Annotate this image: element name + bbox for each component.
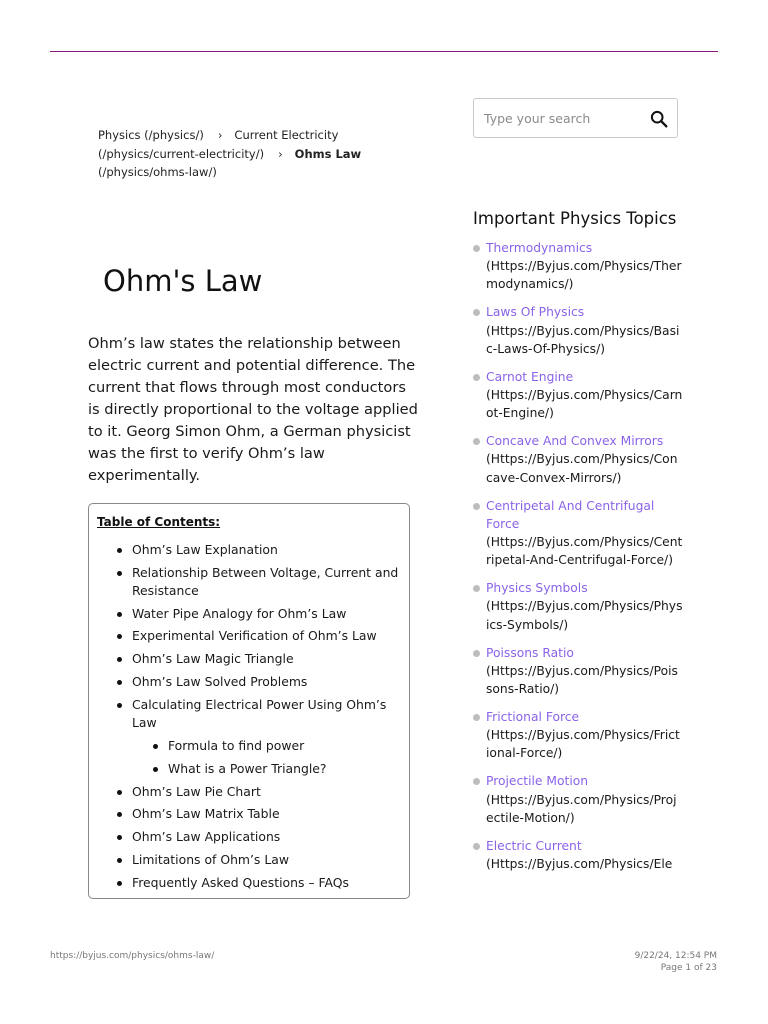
article-intro: Ohm’s law states the relationship between electric current and potential difference. The current that flows through most conductors is directly proportional to the voltage applied to it. Georg Simon Ohm, a German physicist was the first to verify Ohm’s law experimentally.: [88, 335, 418, 484]
footer-datetime: 9/22/24, 12:54 PM: [634, 951, 717, 961]
bullet-dot-icon: [473, 503, 480, 510]
topic-url: (Https://Byjus.com/Physics/Frictional-Force/): [486, 728, 680, 761]
breadcrumb-current-path: (/physics/ohms-law/): [98, 165, 217, 179]
topic-url: (Https://Byjus.com/Physics/Projectile-Motion/): [486, 792, 677, 825]
bullet-dot-icon: [473, 843, 480, 850]
toc-item-power[interactable]: [117, 696, 402, 778]
footer-page-number: Page 1 of 23: [660, 962, 717, 973]
search-icon[interactable]: [650, 110, 668, 128]
topic-url: (Https://Byjus.com/Physics/Poissons-Ratio/): [486, 663, 678, 697]
toc-item[interactable]: Ohm’s Law Solved Problems: [117, 673, 402, 691]
topic-link[interactable]: Laws Of Physics: [486, 305, 585, 320]
toc-sublist: [153, 737, 402, 778]
toc-item[interactable]: Limitations of Ohm’s Law: [117, 851, 402, 869]
topic-url: (Https://Byjus.com/Physics/Centripetal-And-Centrifugal-Force/): [486, 535, 683, 568]
topic-item: [473, 368, 683, 423]
footer-meta: [635, 951, 717, 974]
bullet-dot-icon: [473, 650, 480, 657]
sidebar-topics-list: [473, 239, 683, 883]
topic-item: [473, 708, 683, 763]
topic-item: [473, 432, 683, 487]
bullet-dot-icon: [473, 374, 480, 381]
toc-title: Table of Contents:: [97, 515, 221, 529]
toc-subitem[interactable]: What is a Power Triangle?: [153, 760, 402, 778]
topic-item: [473, 644, 683, 699]
toc-item[interactable]: Ohm’s Law Matrix Table: [117, 805, 402, 823]
topic-item: [473, 772, 683, 827]
toc-item[interactable]: Water Pipe Analogy for Ohm’s Law: [117, 605, 402, 623]
topic-link[interactable]: Thermodynamics: [486, 241, 593, 255]
toc-item[interactable]: Ohm’s Law Pie Chart: [117, 783, 402, 801]
topic-url: (Https://Byjus.com/Physics/Thermodynamics/): [486, 259, 682, 292]
breadcrumb: [98, 126, 363, 182]
topic-item: [473, 497, 683, 570]
toc-item-label[interactable]: Calculating Electrical Power Using Ohm’s Law: [132, 696, 387, 730]
topic-link[interactable]: Concave And Convex Mirrors: [486, 434, 664, 449]
toc-item[interactable]: Experimental Verification of Ohm’s Law: [117, 627, 402, 645]
topic-link[interactable]: Electric Current: [486, 838, 582, 853]
topic-link[interactable]: Frictional Force: [486, 710, 580, 725]
bullet-dot-icon: [473, 778, 480, 785]
topic-link[interactable]: Physics Symbols: [486, 581, 588, 596]
topic-url: (Https://Byjus.com/Physics/Ele: [486, 857, 673, 872]
toc-item[interactable]: Ohm’s Law Explanation: [117, 541, 402, 559]
page-title: Ohm's Law: [103, 264, 263, 298]
bullet-dot-icon: [473, 309, 480, 316]
breadcrumb-item-physics[interactable]: Physics (/physics/): [98, 128, 204, 142]
breadcrumb-separator: ›: [278, 146, 283, 161]
toc-item[interactable]: Ohm’s Law Applications: [117, 828, 402, 846]
topic-item: [473, 303, 683, 358]
topic-item: [473, 837, 683, 873]
header-divider: [50, 51, 718, 52]
breadcrumb-current-label: Ohms Law: [294, 146, 362, 161]
topic-url: (Https://Byjus.com/Physics/Carnot-Engine/): [486, 388, 683, 421]
search-input[interactable]: [484, 108, 634, 128]
footer-url: https://byjus.com/physics/ohms-law/: [50, 951, 215, 961]
sidebar-heading: Important Physics Topics: [473, 209, 677, 228]
topic-url: (Https://Byjus.com/Physics/Physics-Symbols/): [486, 599, 683, 632]
toc-list: [117, 541, 402, 897]
topic-link[interactable]: Carnot Engine: [486, 369, 574, 384]
topic-item: [473, 239, 683, 294]
breadcrumb-separator: ›: [217, 128, 223, 142]
bullet-dot-icon: [473, 438, 480, 445]
toc-subitem[interactable]: Formula to find power: [153, 737, 402, 755]
table-of-contents: [88, 503, 410, 899]
topic-link[interactable]: Projectile Motion: [486, 774, 589, 789]
bullet-dot-icon: [473, 714, 480, 721]
toc-item[interactable]: Frequently Asked Questions – FAQs: [117, 874, 402, 892]
topic-link[interactable]: Poissons Ratio: [486, 645, 574, 660]
toc-item[interactable]: Ohm’s Law Magic Triangle: [117, 650, 402, 668]
topic-url: (Https://Byjus.com/Physics/Basic-Laws-Of-Physics/): [486, 323, 680, 356]
bullet-dot-icon: [473, 585, 480, 592]
bullet-dot-icon: [473, 245, 480, 252]
topic-link[interactable]: Centripetal And Centrifugal Force: [486, 498, 655, 531]
search-box: [473, 98, 678, 138]
topic-item: [473, 579, 683, 634]
breadcrumb-item-current-electricity[interactable]: Current Electricity (/physics/current-electricity/): [98, 128, 339, 161]
topic-url: (Https://Byjus.com/Physics/Concave-Convex-Mirrors/): [486, 452, 678, 485]
toc-item[interactable]: Relationship Between Voltage, Current and Resistance: [117, 564, 402, 600]
